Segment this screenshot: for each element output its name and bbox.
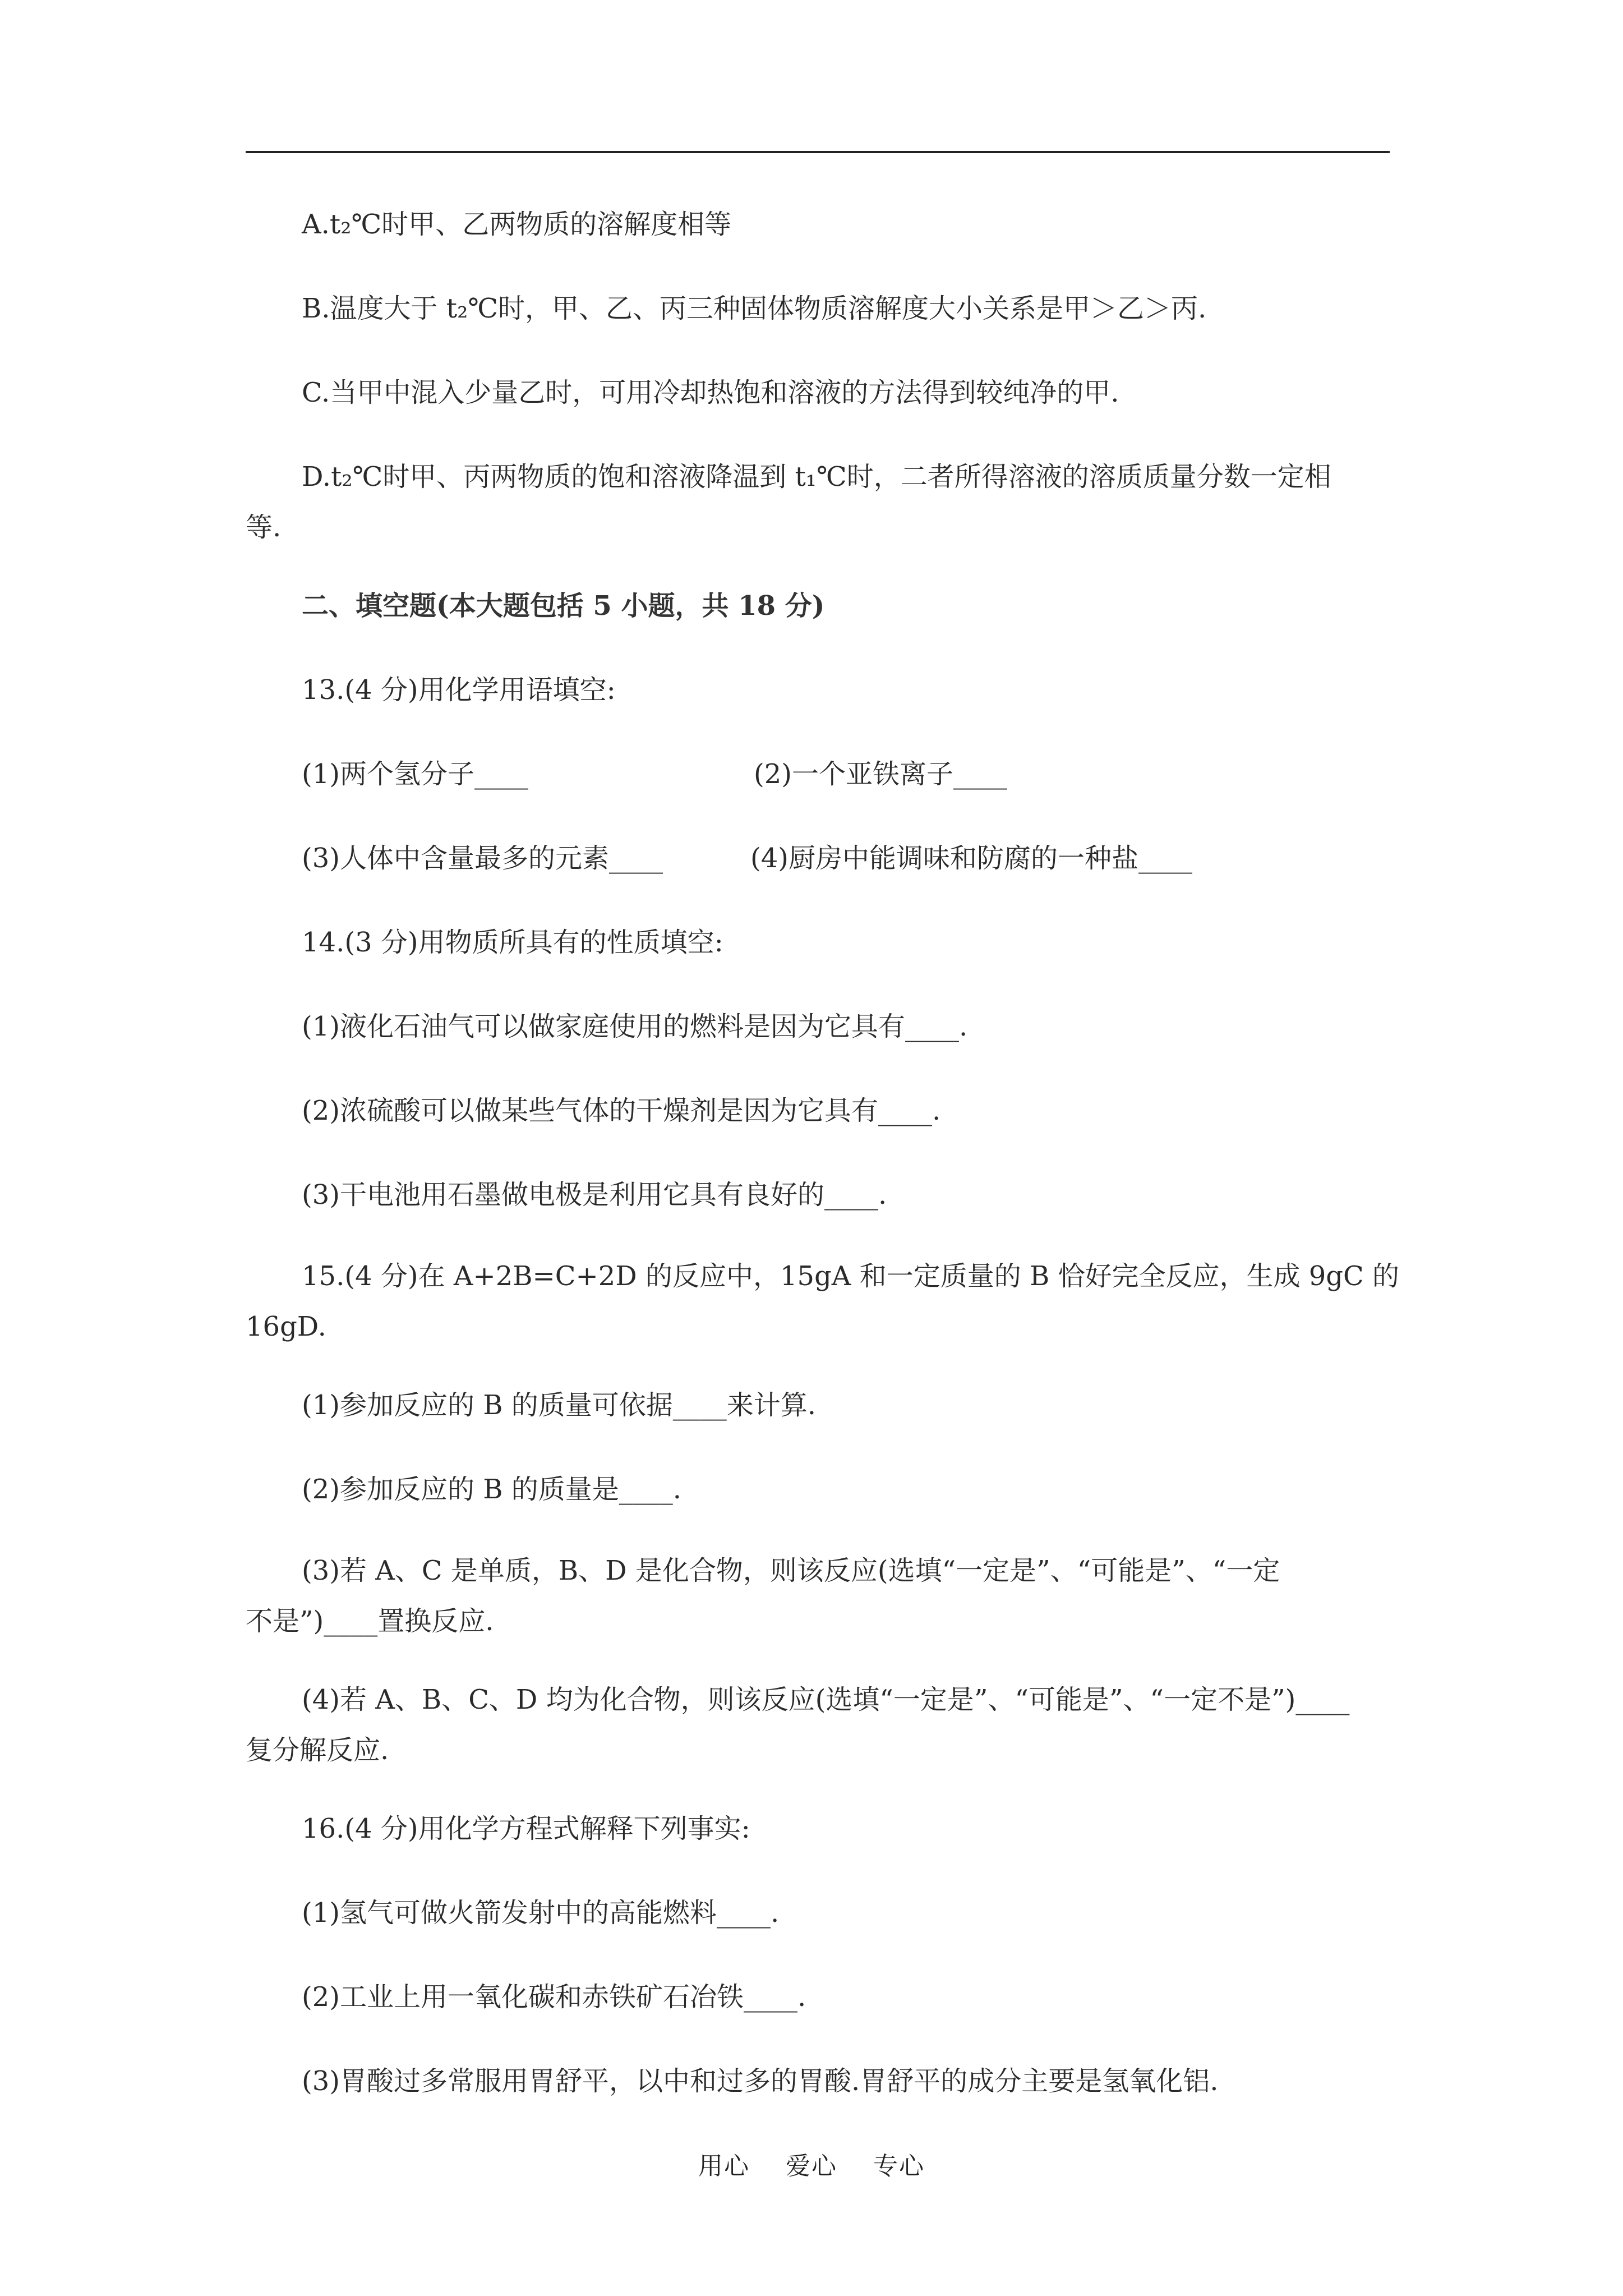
question-14-part-2: (2)浓硫酸可以做某些气体的干燥剂是因为它具有____. (302, 1095, 941, 1126)
question-14-stem: 14.(3 分)用物质所具有的性质填空: (302, 927, 723, 958)
q13-part-1: (1)两个氢分子____ (302, 758, 528, 790)
question-15-stem: 15.(4 分)在 A+2B=C+2D 的反应中，15gA 和一定质量的 B 恰好完全反应，生成 9gC 的 16gD. (246, 1260, 1400, 1342)
question-16-part-2: (2)工业上用一氧化碳和赤铁矿石冶铁____. (302, 1981, 806, 2013)
question-13-stem: 13.(4 分)用化学用语填空: (302, 674, 616, 706)
question-15-part-3: (3)若 A、C 是单质，B、D 是化合物，则该反应(选填“一定是”、“可能是”、“一定 不是”)____置换反应. (246, 1555, 1280, 1637)
q13-part-3: (3)人体中含量最多的元素____ (302, 843, 663, 874)
option-b: B.温度大于 t₂℃时，甲、乙、丙三种固体物质溶解度大小关系是甲＞乙＞丙. (302, 293, 1207, 324)
q13-part-4: (4)厨房中能调味和防腐的一种盐____ (750, 843, 1192, 874)
question-15-part-4: (4)若 A、B、C、D 均为化合物，则该反应(选填“一定是”、“可能是”、“一定不是”)____ 复分解反应. (246, 1684, 1350, 1766)
question-14-part-3: (3)干电池用石墨做电极是利用它具有良好的____. (302, 1179, 887, 1211)
question-15-part-1: (1)参加反应的 B 的质量可依据____来计算. (302, 1389, 817, 1421)
question-14-part-1: (1)液化石油气可以做家庭使用的燃料是因为它具有____. (302, 1011, 968, 1042)
option-a: A.t₂℃时甲、乙两物质的溶解度相等 (302, 209, 732, 240)
option-c: C.当甲中混入少量乙时，可用冷却热饱和溶液的方法得到较纯净的甲. (302, 377, 1119, 408)
question-15-part-2: (2)参加反应的 B 的质量是____. (302, 1474, 682, 1505)
question-16-stem: 16.(4 分)用化学方程式解释下列事实: (302, 1813, 750, 1844)
q13-part-2: (2)一个亚铁离子____ (754, 758, 1007, 790)
section-heading: 二、填空题(本大题包括 5 小题，共 18 分) (302, 590, 825, 622)
question-16-part-1: (1)氢气可做火箭发射中的高能燃料____. (302, 1897, 780, 1929)
page-footer: 用心 爱心 专心 (698, 2152, 925, 2180)
question-16-part-3: (3)胃酸过多常服用胃舒平，以中和过多的胃酸.胃舒平的成分主要是氢氧化铝. (302, 2065, 1219, 2097)
header-rule (246, 151, 1390, 153)
option-d: D.t₂℃时甲、丙两物质的饱和溶液降温到 t₁℃时，二者所得溶液的溶质质量分数一定相 等. (246, 461, 1331, 543)
